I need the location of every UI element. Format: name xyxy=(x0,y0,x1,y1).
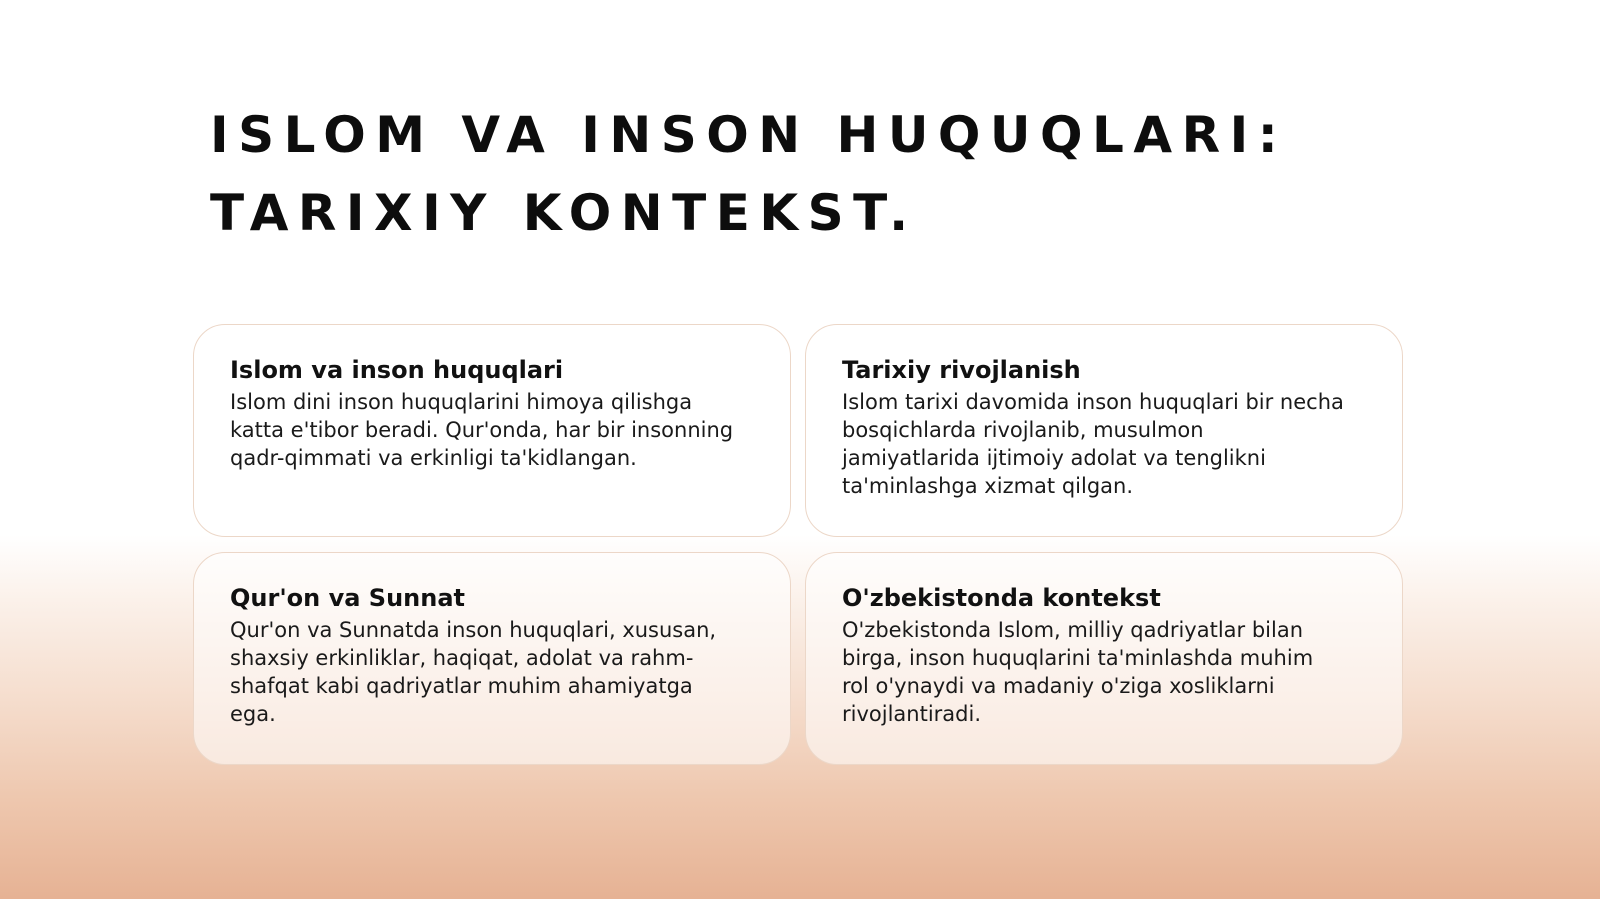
slide-title-line-1: ISLOM VA INSON HUQUQLARI: xyxy=(210,106,1288,164)
card-body-line: birga, inson huquqlarini ta'minlashda muhim xyxy=(842,646,1314,670)
card-body-line: Qur'on va Sunnatda inson huquqlari, xususan, xyxy=(230,618,717,642)
card-body-line: jamiyatlarida ijtimoiy adolat va tenglikni xyxy=(842,446,1266,470)
card-body-line: ega. xyxy=(230,702,276,726)
card-body-line: rol o'ynaydi va madaniy o'ziga xosliklarni xyxy=(842,674,1275,698)
card-heading: O'zbekistonda kontekst xyxy=(842,584,1161,612)
card-body-line: O'zbekistonda Islom, milliy qadriyatlar bilan xyxy=(842,618,1304,642)
card-body-line: shafqat kabi qadriyatlar muhim ahamiyatga xyxy=(230,674,693,698)
card-islom-va-inson-huquqlari xyxy=(193,324,791,537)
card-ozbekistonda-kontekst xyxy=(805,552,1403,765)
card-heading: Tarixiy rivojlanish xyxy=(842,356,1081,384)
card-body-line: qadr-qimmati va erkinligi ta'kidlangan. xyxy=(230,446,637,470)
card-heading: Qur'on va Sunnat xyxy=(230,584,466,612)
card-body-line: ta'minlashga xizmat qilgan. xyxy=(842,474,1134,498)
card-body xyxy=(230,388,756,472)
card-body-line: Islom dini inson huquqlarini himoya qilishga xyxy=(230,390,693,414)
card-body xyxy=(842,388,1368,500)
slide-title-line-2: TARIXIY KONTEKST. xyxy=(210,184,918,242)
card-body-line: rivojlantiradi. xyxy=(842,702,982,726)
card-tarixiy-rivojlanish xyxy=(805,324,1403,537)
card-heading: Islom va inson huquqlari xyxy=(230,356,564,384)
card-body xyxy=(230,616,756,728)
card-body-line: shaxsiy erkinliklar, haqiqat, adolat va rahm- xyxy=(230,646,694,670)
card-body-line: bosqichlarda rivojlanib, musulmon xyxy=(842,418,1204,442)
card-body-line: katta e'tibor beradi. Qur'onda, har bir insonning xyxy=(230,418,734,442)
slide-title xyxy=(210,96,1410,252)
card-body-line: Islom tarixi davomida inson huquqlari bir necha xyxy=(842,390,1344,414)
card-body xyxy=(842,616,1368,728)
card-quron-va-sunnat xyxy=(193,552,791,765)
